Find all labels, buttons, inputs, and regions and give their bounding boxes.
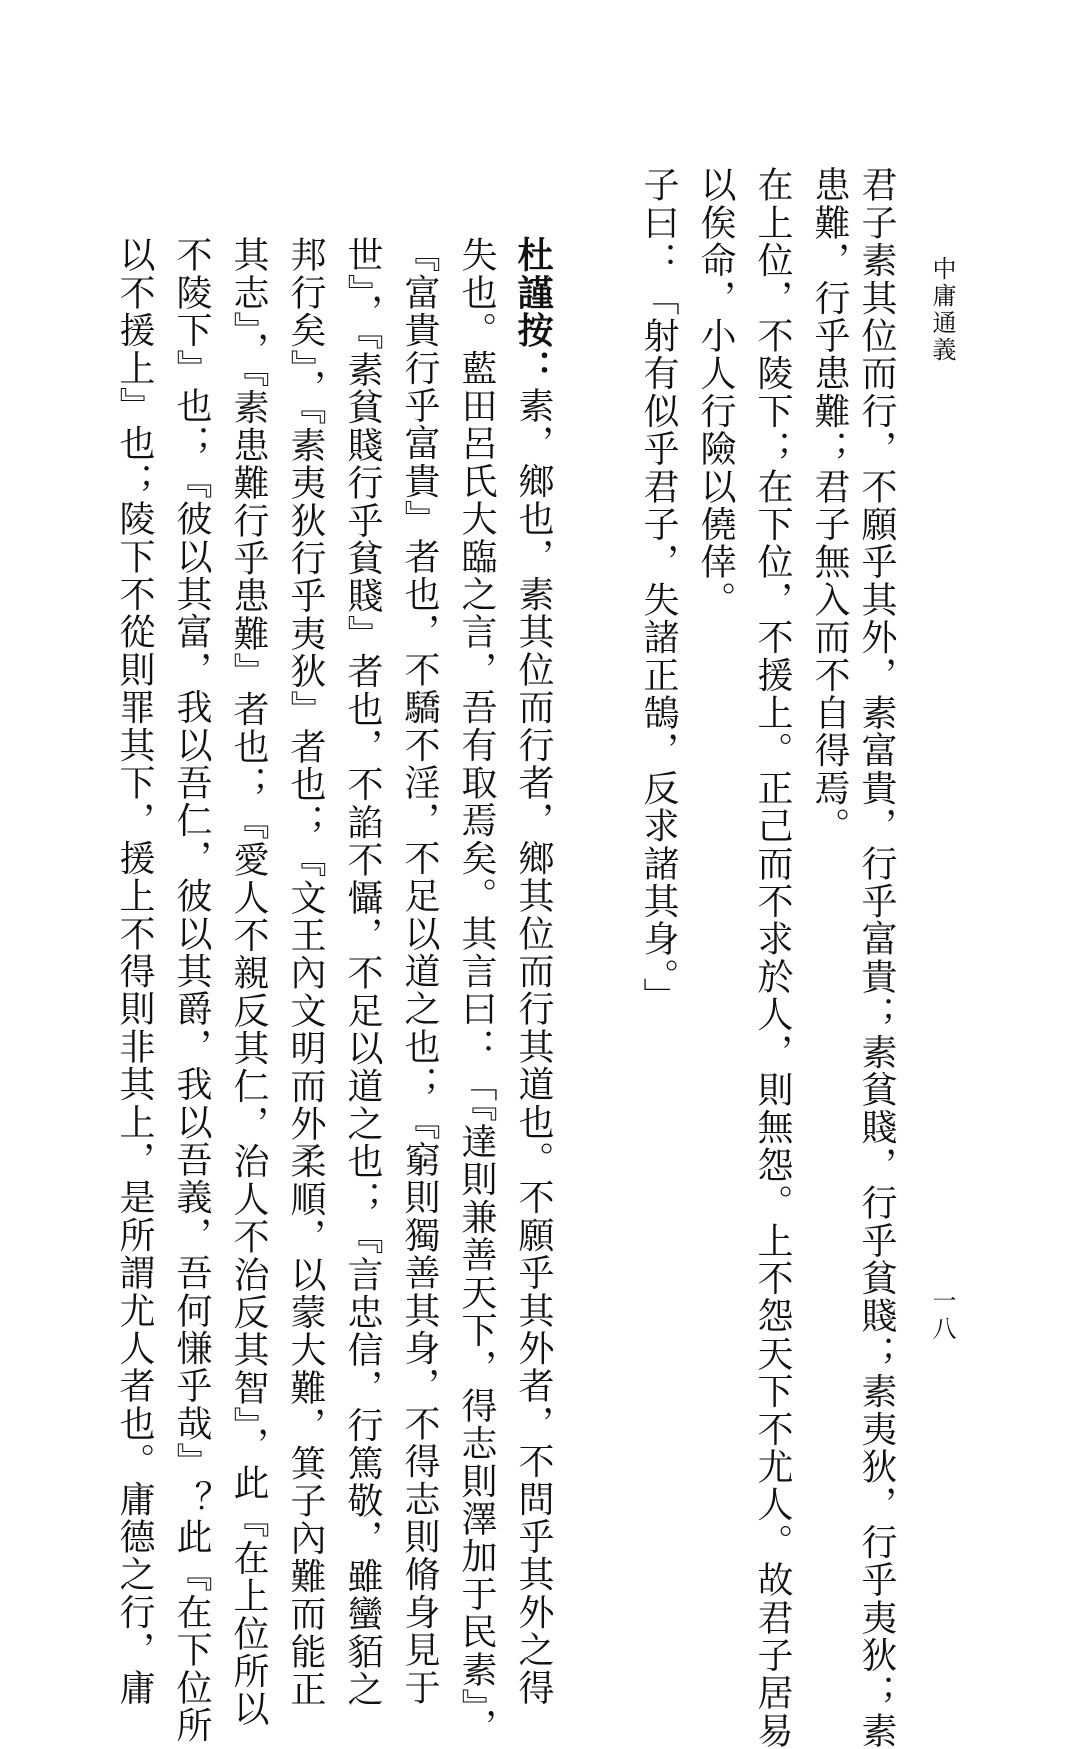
commentary-line: 以不援上』也；陵下不從則罪其下，援上不得則非其上，是所謂尤人者也。庸德之行，庸: [114, 236, 155, 1707]
classic-text-line: 子曰：「射有似乎君子，失諸正鵠，反求諸其身。」: [638, 166, 679, 1016]
page-number: 一八: [928, 1288, 956, 1344]
commentary-line: 失也。藍田呂氏大臨之言，吾有取焉矣。其言曰：「『達則兼善天下，得志則澤加于民素』，: [456, 236, 497, 1746]
book-title: 中庸通義: [928, 256, 956, 364]
classic-text-line: 君子素其位而行，不願乎其外，素富貴，行乎富貴；素貧賤，行乎貧賤；素夷狄，行乎夷狄；素: [856, 166, 897, 1749]
commentary-line: 不陵下』也；『彼以其富，我以吾仁，彼以其爵，我以吾義，吾何慊乎哉』？此『在下位所: [171, 236, 212, 1744]
commentary-text: 素，鄉也，素其位而行者，鄉其位而行其道也。不願乎其外者，不問乎其外之得: [513, 386, 554, 1707]
commentary-line: 世』，『素貧賤行乎貧賤』者也，不諂不懾，不足以道之也；『言忠信，行篤敬，雖蠻貊之: [342, 236, 383, 1708]
classic-text-line: 在上位，不陵下；在下位，不援上。正己而不求於人，則無怨。上不怨天下不尤人。故君子居易: [752, 166, 793, 1749]
commentary-line: 邦行矣』，『素夷狄行乎夷狄』者也；『文王內文明而外柔順，以蒙大難，箕子內難而能正: [285, 236, 326, 1708]
commentary-label: 杜謹按：: [512, 236, 554, 387]
commentary-line: 『富貴行乎富貴』者也，不驕不淫，不足以道之也；『窮則獨善其身，不得志則脩身見于: [399, 236, 440, 1707]
commentary-first-line: [512, 236, 554, 1707]
classic-text-line: 以俟命，小人行險以僥倖。: [695, 166, 736, 619]
commentary-line: 其志』，『素患難行乎患難』者也；『愛人不親反其仁，治人不治反其智』，此『在上位所以: [228, 236, 269, 1728]
classic-text-line: 患難，行乎患難；君子無入而不自得焉。: [809, 166, 850, 845]
